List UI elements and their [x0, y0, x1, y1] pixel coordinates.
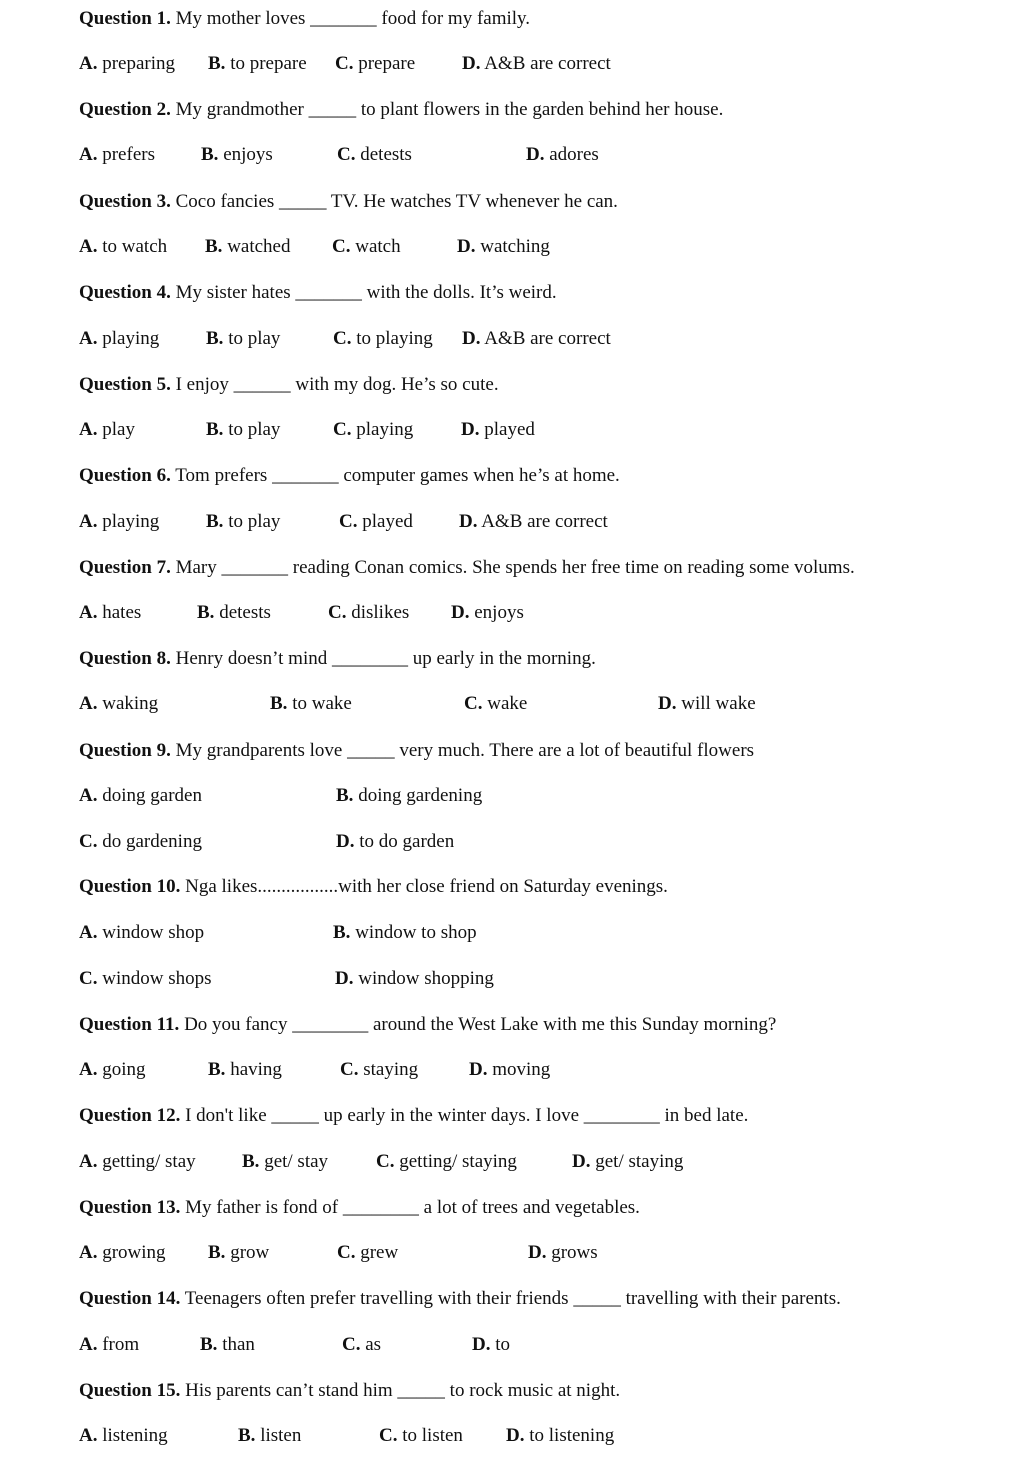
option-text: enjoys	[474, 602, 524, 623]
answer-option	[79, 1425, 168, 1447]
answer-option	[572, 1151, 683, 1173]
option-letter: A.	[79, 511, 98, 532]
answer-option	[333, 922, 477, 944]
option-text: to play	[228, 328, 281, 349]
question-stem	[79, 1105, 748, 1127]
answer-option	[79, 53, 175, 75]
option-letter: A.	[79, 1425, 98, 1446]
option-letter: B.	[208, 1059, 226, 1080]
answer-option	[79, 1059, 146, 1081]
answer-option	[332, 236, 401, 258]
option-text: playing	[102, 511, 160, 532]
option-letter: A.	[79, 1151, 98, 1172]
option-text: A&B are correct	[484, 53, 611, 74]
option-text: staying	[363, 1059, 419, 1080]
option-text: to play	[228, 419, 281, 440]
option-text: waking	[102, 693, 159, 714]
option-text: played	[362, 511, 413, 532]
option-text: will wake	[681, 693, 756, 714]
answer-option	[337, 144, 412, 166]
option-text: window shops	[102, 968, 212, 989]
question-text: My grandmother _____ to plant flowers in the garden behind her house.	[175, 99, 724, 120]
option-text: playing	[102, 328, 160, 349]
option-letter: D.	[335, 968, 354, 989]
answer-option	[208, 1059, 282, 1081]
answer-option	[79, 419, 135, 441]
question-label: Question 1.	[79, 8, 171, 29]
option-letter: C.	[340, 1059, 359, 1080]
answer-option	[335, 968, 494, 990]
answer-option	[528, 1242, 598, 1264]
question-label: Question 11.	[79, 1014, 180, 1035]
answer-option	[200, 1334, 255, 1356]
answer-option	[526, 144, 599, 166]
answer-option	[335, 53, 415, 75]
option-text: window shop	[102, 922, 205, 943]
answer-option	[242, 1151, 328, 1173]
option-text: prepare	[358, 53, 416, 74]
answer-option	[462, 328, 611, 350]
option-letter: B.	[238, 1425, 256, 1446]
option-text: enjoys	[223, 144, 273, 165]
answer-option	[336, 831, 454, 853]
option-text: detests	[360, 144, 412, 165]
option-letter: D.	[506, 1425, 525, 1446]
question-stem	[79, 8, 530, 30]
question-text: My sister hates _______ with the dolls. It’s weird.	[175, 282, 557, 303]
option-text: as	[365, 1334, 382, 1355]
option-text: get/ stay	[264, 1151, 329, 1172]
option-text: played	[484, 419, 535, 440]
answer-option	[79, 236, 167, 258]
question-text: I don't like _____ up early in the winter days. I love ________ in bed late.	[185, 1105, 749, 1126]
answer-option	[376, 1151, 517, 1173]
question-stem	[79, 99, 723, 121]
question-label: Question 7.	[79, 557, 171, 578]
answer-option	[79, 511, 159, 533]
option-letter: D.	[461, 419, 480, 440]
question-label: Question 14.	[79, 1288, 181, 1309]
answer-option	[197, 602, 271, 624]
answer-option	[451, 602, 524, 624]
answer-option	[379, 1425, 463, 1447]
question-stem	[79, 1014, 776, 1036]
answer-option	[79, 693, 158, 715]
answer-option	[340, 1059, 418, 1081]
option-letter: D.	[528, 1242, 547, 1263]
answer-option	[469, 1059, 550, 1081]
answer-option	[206, 328, 280, 350]
option-text: adores	[549, 144, 599, 165]
option-text: moving	[492, 1059, 551, 1080]
option-letter: A.	[79, 922, 98, 943]
option-text: grew	[360, 1242, 399, 1263]
option-text: preparing	[102, 53, 176, 74]
question-text: I enjoy ______ with my dog. He’s so cute.	[175, 374, 499, 395]
option-letter: C.	[79, 831, 98, 852]
answer-option	[462, 53, 611, 75]
option-text: listening	[102, 1425, 168, 1446]
question-text: His parents can’t stand him _____ to rock music at night.	[185, 1380, 621, 1401]
answer-option	[79, 1151, 196, 1173]
option-letter: D.	[457, 236, 476, 257]
option-text: prefers	[102, 144, 155, 165]
question-text: My father is fond of ________ a lot of trees and vegetables.	[185, 1197, 640, 1218]
answer-option	[208, 53, 307, 75]
option-text: A&B are correct	[481, 511, 608, 532]
answer-option	[658, 693, 756, 715]
option-letter: C.	[337, 144, 356, 165]
option-letter: C.	[339, 511, 358, 532]
question-text: Henry doesn’t mind ________ up early in the morning.	[175, 648, 596, 669]
option-text: grow	[230, 1242, 270, 1263]
option-text: to	[495, 1334, 511, 1355]
option-text: to do garden	[359, 831, 455, 852]
option-letter: D.	[658, 693, 677, 714]
option-text: doing gardening	[358, 785, 483, 806]
question-label: Question 4.	[79, 282, 171, 303]
question-label: Question 15.	[79, 1380, 181, 1401]
question-stem	[79, 374, 499, 396]
question-text: Coco fancies _____ TV. He watches TV whenever he can.	[175, 191, 618, 212]
question-stem	[79, 740, 754, 762]
option-text: to wake	[292, 693, 352, 714]
option-text: to listen	[402, 1425, 463, 1446]
option-text: do gardening	[102, 831, 202, 852]
option-letter: B.	[333, 922, 351, 943]
question-stem	[79, 282, 557, 304]
answer-option	[333, 328, 433, 350]
option-letter: B.	[208, 53, 226, 74]
option-letter: D.	[572, 1151, 591, 1172]
answer-option	[472, 1334, 510, 1356]
answer-option	[206, 419, 280, 441]
question-text: My grandparents love _____ very much. There are a lot of beautiful flowers	[175, 740, 755, 761]
option-letter: D.	[462, 53, 481, 74]
question-stem	[79, 1380, 620, 1402]
question-label: Question 3.	[79, 191, 171, 212]
option-letter: C.	[376, 1151, 395, 1172]
answer-option	[238, 1425, 301, 1447]
option-text: play	[102, 419, 135, 440]
option-letter: D.	[459, 511, 478, 532]
option-letter: A.	[79, 785, 98, 806]
answer-option	[328, 602, 409, 624]
option-text: to listening	[529, 1425, 615, 1446]
option-text: playing	[356, 419, 414, 440]
option-text: to watch	[102, 236, 168, 257]
option-letter: C.	[337, 1242, 356, 1263]
question-stem	[79, 1197, 640, 1219]
question-stem	[79, 557, 855, 579]
answer-option	[336, 785, 482, 807]
answer-option	[79, 831, 202, 853]
question-text: Mary _______ reading Conan comics. She spends her free time on reading some volums.	[175, 557, 855, 578]
option-letter: A.	[79, 1334, 98, 1355]
option-text: than	[222, 1334, 255, 1355]
option-text: window shopping	[358, 968, 494, 989]
option-text: detests	[219, 602, 271, 623]
answer-option	[79, 1334, 139, 1356]
option-letter: C.	[333, 419, 352, 440]
option-letter: B.	[206, 511, 224, 532]
question-label: Question 10.	[79, 876, 181, 897]
option-letter: B.	[206, 328, 224, 349]
answer-option	[270, 693, 352, 715]
option-text: window to shop	[355, 922, 477, 943]
question-label: Question 8.	[79, 648, 171, 669]
option-letter: C.	[333, 328, 352, 349]
option-letter: D.	[451, 602, 470, 623]
option-text: going	[102, 1059, 146, 1080]
option-text: A&B are correct	[484, 328, 611, 349]
question-text: Do you fancy ________ around the West Lake with me this Sunday morning?	[184, 1014, 777, 1035]
answer-option	[205, 236, 291, 258]
question-stem	[79, 876, 668, 898]
question-label: Question 5.	[79, 374, 171, 395]
option-letter: A.	[79, 53, 98, 74]
answer-option	[79, 968, 212, 990]
question-stem	[79, 1288, 841, 1310]
answer-option	[461, 419, 535, 441]
answer-option	[79, 602, 141, 624]
option-text: wake	[487, 693, 528, 714]
option-letter: B.	[270, 693, 288, 714]
option-letter: D.	[469, 1059, 488, 1080]
option-text: get/ staying	[595, 1151, 684, 1172]
answer-option	[342, 1334, 381, 1356]
question-stem	[79, 648, 596, 670]
option-letter: D.	[462, 328, 481, 349]
option-text: getting/ stay	[102, 1151, 196, 1172]
option-letter: C.	[332, 236, 351, 257]
option-text: watch	[355, 236, 401, 257]
option-letter: B.	[205, 236, 223, 257]
option-letter: B.	[197, 602, 215, 623]
option-letter: A.	[79, 693, 98, 714]
option-letter: C.	[379, 1425, 398, 1446]
option-text: growing	[102, 1242, 166, 1263]
option-text: from	[102, 1334, 140, 1355]
answer-option	[206, 511, 280, 533]
question-label: Question 2.	[79, 99, 171, 120]
option-letter: C.	[464, 693, 483, 714]
option-letter: D.	[336, 831, 355, 852]
question-text: Tom prefers _______ computer games when he’s at home.	[175, 465, 620, 486]
answer-option	[333, 419, 413, 441]
question-text: Teenagers often prefer travelling with their friends _____ travelling with their parents.	[184, 1288, 841, 1309]
option-letter: B.	[206, 419, 224, 440]
option-letter: A.	[79, 236, 98, 257]
option-text: to playing	[356, 328, 433, 349]
question-stem	[79, 191, 618, 213]
option-text: grows	[551, 1242, 598, 1263]
question-label: Question 12.	[79, 1105, 181, 1126]
question-text: My mother loves _______ food for my family.	[175, 8, 531, 29]
answer-option	[201, 144, 273, 166]
option-text: having	[230, 1059, 282, 1080]
option-letter: B.	[201, 144, 219, 165]
answer-option	[506, 1425, 614, 1447]
option-letter: D.	[472, 1334, 491, 1355]
option-letter: C.	[79, 968, 98, 989]
option-letter: C.	[328, 602, 347, 623]
answer-option	[79, 785, 202, 807]
option-text: watched	[227, 236, 291, 257]
option-letter: A.	[79, 1059, 98, 1080]
option-letter: B.	[336, 785, 354, 806]
option-text: watching	[480, 236, 550, 257]
option-text: doing garden	[102, 785, 202, 806]
option-letter: C.	[335, 53, 354, 74]
option-text: to play	[228, 511, 281, 532]
question-stem	[79, 465, 620, 487]
option-text: listen	[260, 1425, 302, 1446]
answer-option	[464, 693, 527, 715]
option-letter: B.	[242, 1151, 260, 1172]
option-letter: B.	[208, 1242, 226, 1263]
option-letter: B.	[200, 1334, 218, 1355]
option-letter: C.	[342, 1334, 361, 1355]
question-text: Nga likes.................with her close friend on Saturday evenings.	[185, 876, 668, 897]
answer-option	[208, 1242, 269, 1264]
answer-option	[79, 328, 159, 350]
option-letter: A.	[79, 1242, 98, 1263]
option-text: to prepare	[230, 53, 307, 74]
answer-option	[459, 511, 608, 533]
answer-option	[337, 1242, 398, 1264]
option-text: hates	[102, 602, 142, 623]
answer-option	[457, 236, 550, 258]
option-text: dislikes	[351, 602, 410, 623]
question-label: Question 6.	[79, 465, 171, 486]
option-letter: A.	[79, 419, 98, 440]
option-letter: D.	[526, 144, 545, 165]
question-label: Question 13.	[79, 1197, 181, 1218]
option-letter: A.	[79, 602, 98, 623]
option-text: getting/ staying	[399, 1151, 517, 1172]
option-letter: A.	[79, 144, 98, 165]
question-label: Question 9.	[79, 740, 171, 761]
option-letter: A.	[79, 328, 98, 349]
answer-option	[79, 1242, 166, 1264]
answer-option	[79, 144, 155, 166]
answer-option	[79, 922, 204, 944]
answer-option	[339, 511, 413, 533]
